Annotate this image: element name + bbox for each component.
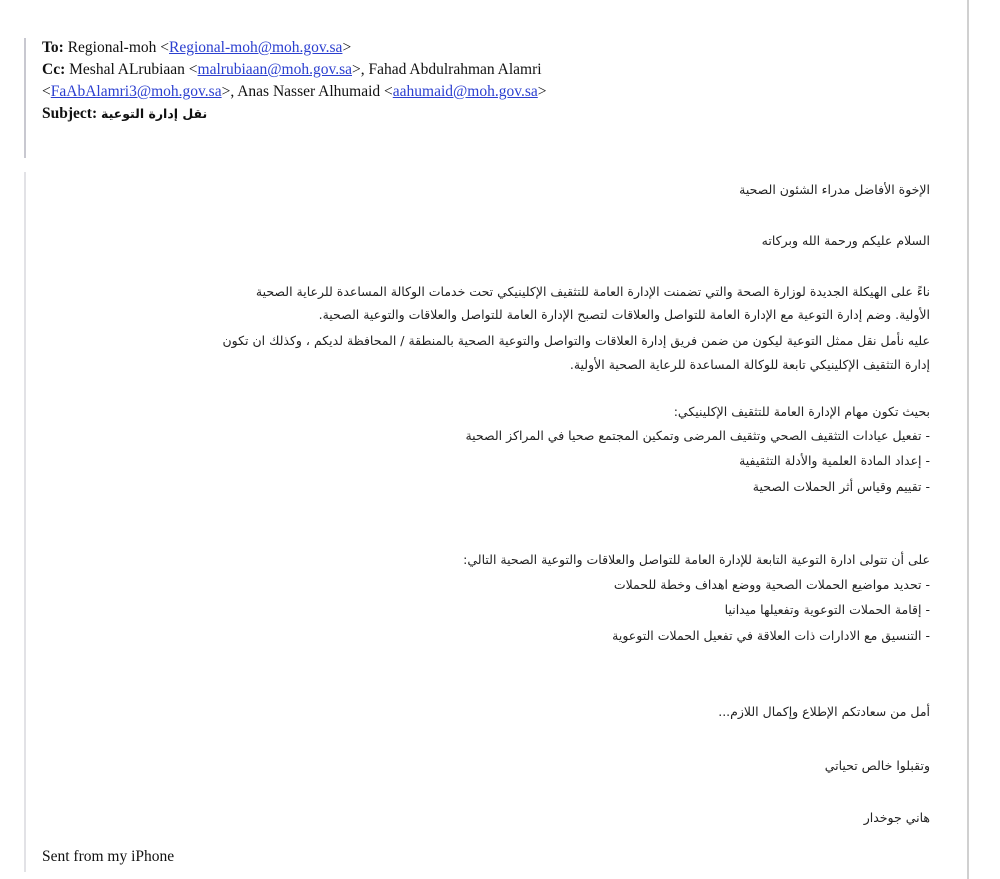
greeting: الإخوة الأفاضل مدراء الشئون الصحية (739, 182, 930, 197)
cc-label: Cc: (42, 61, 66, 78)
subject-label: Subject: (42, 105, 98, 122)
cc-name: Anas Nasser Alhumaid (237, 83, 381, 100)
quote-bar-body (24, 172, 26, 872)
salam: السلام عليكم ورحمة الله وبركاته (761, 233, 930, 248)
cc-email-link[interactable]: malrubiaan@moh.gov.sa (197, 61, 353, 78)
task-item: - إقامة الحملات التوعوية وتفعيلها ميدانيا (724, 602, 930, 617)
paragraph-line: إدارة التثقيف الإكلينيكي تابعة للوكالة المساعدة للرعاية الصحية الأولية. (569, 357, 930, 372)
cc-line-continued: <FaAbAlamri3@moh.gov.sa>, Anas Nasser Alhumaid <aahumaid@moh.gov.sa> (42, 83, 547, 100)
cc-line: Cc: Meshal ALrubiaan <malrubiaan@moh.gov.sa>, Fahad Abdulrahman Alamri (42, 61, 542, 78)
cc-email-link[interactable]: aahumaid@moh.gov.sa (392, 83, 538, 100)
to-label: To: (42, 39, 64, 56)
closing: أمل من سعادتكم الإطلاع وإكمال اللازم... (718, 704, 930, 719)
signature: هاني جوخدار (863, 810, 930, 825)
task-item: - تحديد مواضيع الحملات الصحية ووضع اهداف وخطة للحملات (613, 577, 930, 592)
subject-line (42, 104, 207, 124)
task-item: - التنسيق مع الادارات ذات العلاقة في تفعيل الحملات التوعوية (612, 628, 930, 643)
task-item: - تفعيل عيادات التثقيف الصحي وتثقيف المرضى وتمكين المجتمع صحيا في المراكز الصحية (465, 428, 930, 443)
paragraph-line: ناءً على الهيكلة الجديدة لوزارة الصحة والتي تضمنت الإدارة العامة للتثقيف الإكلينيكي تحت خدمات الوكالة المساعدة للرعاية الصحية (255, 284, 930, 299)
to-email-link[interactable]: Regional-moh@moh.gov.sa (169, 39, 343, 56)
to-name: Regional-moh (67, 39, 157, 56)
paragraph-line: عليه نأمل نقل ممثل التوعية ليكون من ضمن فريق إدارة العلاقات والتواصل والتوعية الصحية بالمنطقة / المحافظة لديكم ، وكذلك ان تكون (222, 333, 930, 348)
task-item: - تقييم وقياس أثر الحملات الصحية (752, 479, 930, 494)
cc-name: Meshal ALrubiaan (69, 61, 185, 78)
to-line: To: Regional-moh <Regional-moh@moh.gov.sa> (42, 39, 352, 56)
tasks1-intro: بحيث تكون مهام الإدارة العامة للتثقيف الإكلينيكي: (673, 404, 930, 419)
quote-bar-header (24, 38, 26, 158)
tasks2-intro: على أن تتولى ادارة التوعية التابعة للإدارة العامة للتواصل والعلاقات والتوعية الصحية التالي: (463, 552, 930, 567)
subject-text: نقل إدارة التوعية (100, 106, 208, 121)
paragraph-line: الأولية. وضم إدارة التوعية مع الإدارة العامة للتواصل والعلاقات لتصبح الإدارة العامة للتواصل والعلاقات والتوعية الصحية. (318, 307, 930, 322)
cc-email-link[interactable]: FaAbAlamri3@moh.gov.sa (50, 83, 222, 100)
regards: وتقبلوا خالص تحياتي (824, 758, 930, 773)
cc-name: Fahad Abdulrahman Alamri (368, 61, 542, 78)
sent-from: Sent from my iPhone (42, 848, 175, 865)
page-edge-right (967, 0, 969, 879)
task-item: - إعداد المادة العلمية والأدلة التثقيفية (739, 453, 930, 468)
